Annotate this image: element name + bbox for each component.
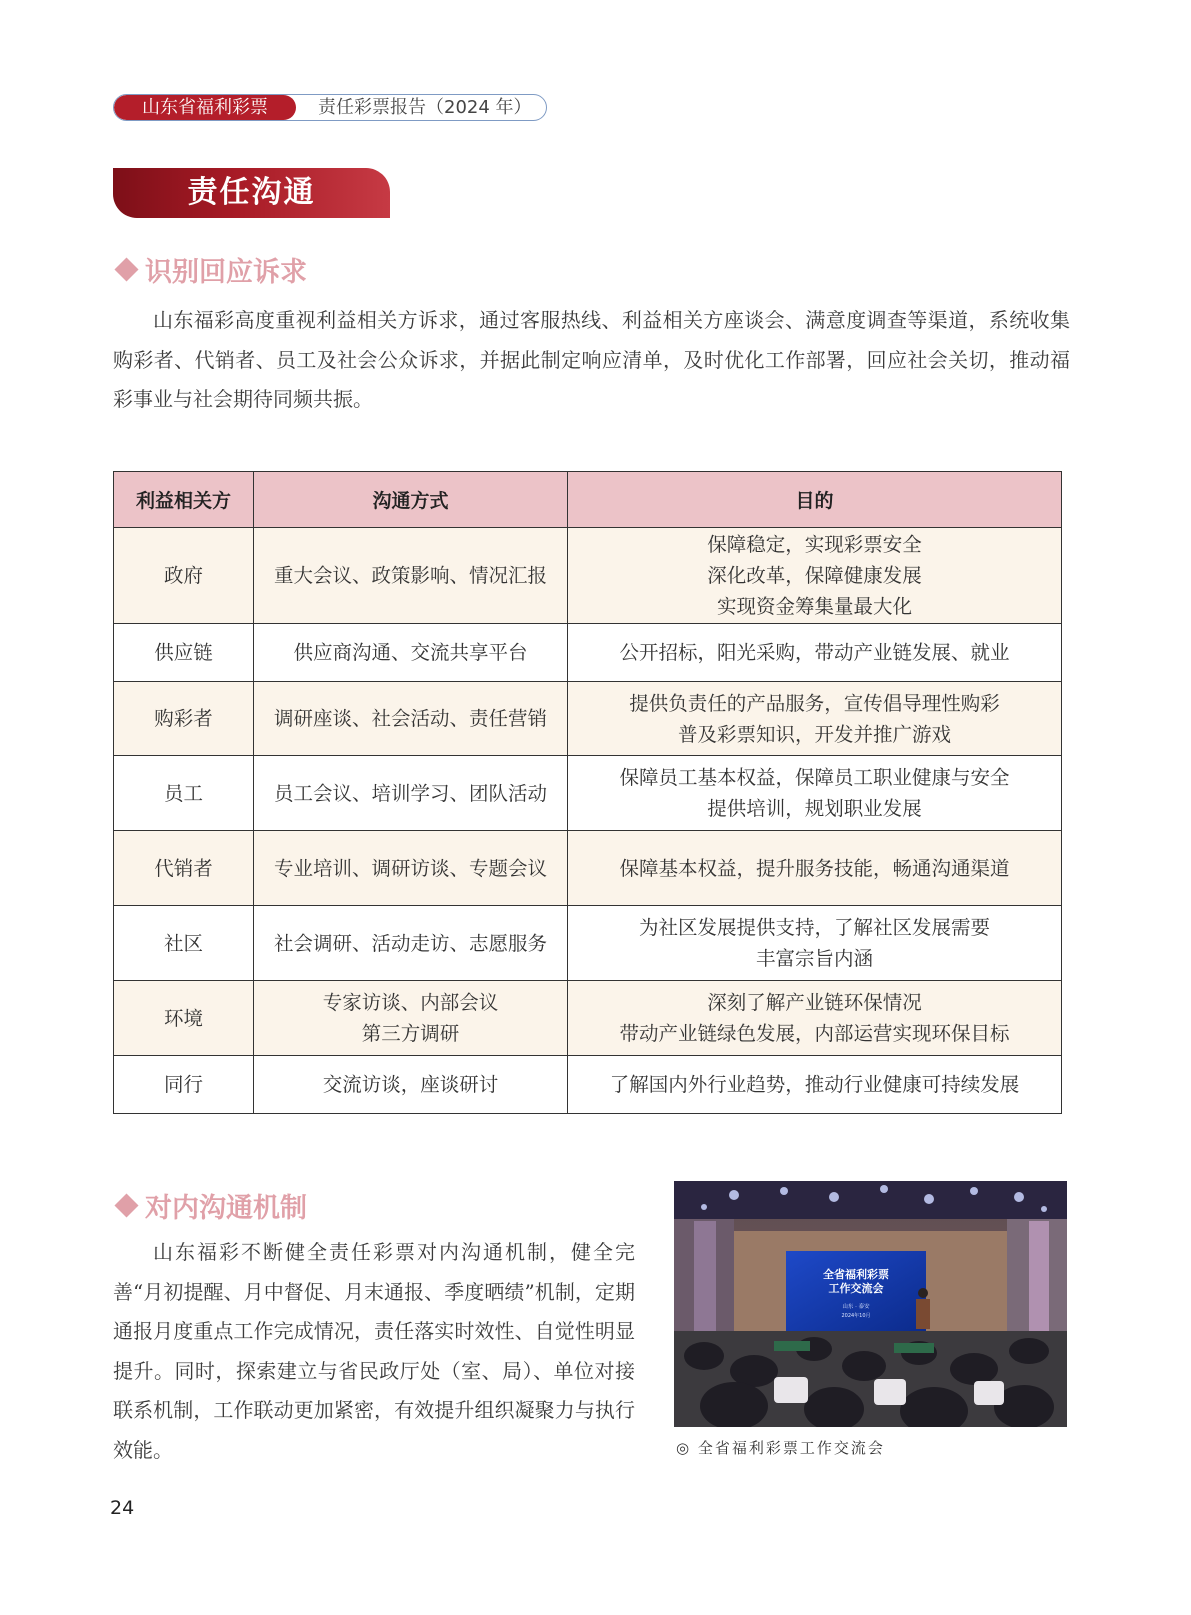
header-purpose: 目的 <box>568 472 1062 528</box>
cell-party: 政府 <box>114 528 254 624</box>
header-party: 利益相关方 <box>114 472 254 528</box>
photo-caption: ◎ 全省福利彩票工作交流会 <box>676 1439 885 1457</box>
screen-date: 2024年10月 <box>841 1313 871 1319</box>
cell-party: 同行 <box>114 1056 254 1114</box>
cell-purpose: 保障员工基本权益，保障员工职业健康与安全 提供培训，规划职业发展 <box>568 756 1062 831</box>
section-title: 责任沟通 <box>113 168 390 218</box>
cell-method: 专家访谈、内部会议 第三方调研 <box>254 981 568 1056</box>
table-row <box>114 682 1062 756</box>
meeting-photo-image <box>674 1181 1067 1427</box>
cell-party: 社区 <box>114 906 254 981</box>
page-number: 24 <box>110 1497 135 1519</box>
cell-purpose: 公开招标，阳光采购，带动产业链发展、就业 <box>568 624 1062 682</box>
cell-method: 社会调研、活动走访、志愿服务 <box>254 906 568 981</box>
brand-label: 山东省福利彩票 <box>114 95 296 120</box>
cell-purpose: 保障基本权益，提升服务技能，畅通沟通渠道 <box>568 831 1062 906</box>
table-header-row <box>114 472 1062 528</box>
meeting-photo <box>674 1181 1067 1427</box>
cell-party: 购彩者 <box>114 682 254 756</box>
table-row <box>114 981 1062 1056</box>
cell-method: 专业培训、调研访谈、专题会议 <box>254 831 568 906</box>
cell-purpose: 保障稳定，实现彩票安全 深化改革，保障健康发展 实现资金筹集量最大化 <box>568 528 1062 624</box>
table-row <box>114 906 1062 981</box>
table-row <box>114 1056 1062 1114</box>
table-row <box>114 756 1062 831</box>
subheading-internal-communication <box>112 1186 307 1225</box>
stakeholder-table <box>113 471 1062 1114</box>
cell-party: 环境 <box>114 981 254 1056</box>
screen-title-line1: 全省福利彩票 <box>823 1268 889 1281</box>
internal-communication-paragraph: 山东福彩不断健全责任彩票对内沟通机制，健全完善“月初提醒、月中督促、月末通报、季度晒绩”机制，定期通报月度重点工作完成情况，责任落实时效性、自觉性明显提升。同时，探索建立与省民政厅处（室、局）、单位对接联系机制，工作联动更加紧密，有效提升组织凝聚力与执行效能。 <box>113 1240 635 1462</box>
cell-method: 重大会议、政策影响、情况汇报 <box>254 528 568 624</box>
subheading-identify-demands <box>112 250 307 289</box>
header-method: 沟通方式 <box>254 472 568 528</box>
table-row <box>114 831 1062 906</box>
subheading-text: 对内沟通机制 <box>145 1193 307 1224</box>
table-row <box>114 528 1062 624</box>
cell-party: 员工 <box>114 756 254 831</box>
cell-party: 代销者 <box>114 831 254 906</box>
screen-location: 山东 · 泰安 <box>842 1304 870 1310</box>
cell-method: 供应商沟通、交流共享平台 <box>254 624 568 682</box>
diamond-bullet-icon <box>114 1193 138 1217</box>
cell-method: 员工会议、培训学习、团队活动 <box>254 756 568 831</box>
cell-party: 供应链 <box>114 624 254 682</box>
diamond-bullet-icon <box>114 257 138 281</box>
cell-method: 调研座谈、社会活动、责任营销 <box>254 682 568 756</box>
report-title: 责任彩票报告（2024 年） <box>318 97 532 118</box>
cell-purpose: 提供负责任的产品服务，宣传倡导理性购彩 普及彩票知识，开发并推广游戏 <box>568 682 1062 756</box>
report-header <box>113 94 547 121</box>
screen-title-line2: 工作交流会 <box>828 1282 884 1295</box>
cell-purpose: 了解国内外行业趋势，推动行业健康可持续发展 <box>568 1056 1062 1114</box>
cell-method: 交流访谈，座谈研讨 <box>254 1056 568 1114</box>
intro-paragraph: 山东福彩高度重视利益相关方诉求，通过客服热线、利益相关方座谈会、满意度调查等渠道，系统收集购彩者、代销者、员工及社会公众诉求，并据此制定响应清单，及时优化工作部署，回应社会关切，推动福彩事业与社会期待同频共振。 <box>113 308 1070 411</box>
cell-purpose: 为社区发展提供支持，了解社区发展需要 丰富宗旨内涵 <box>568 906 1062 981</box>
cell-purpose: 深刻了解产业链环保情况 带动产业链绿色发展，内部运营实现环保目标 <box>568 981 1062 1056</box>
subheading-text: 识别回应诉求 <box>145 257 307 288</box>
table-row <box>114 624 1062 682</box>
